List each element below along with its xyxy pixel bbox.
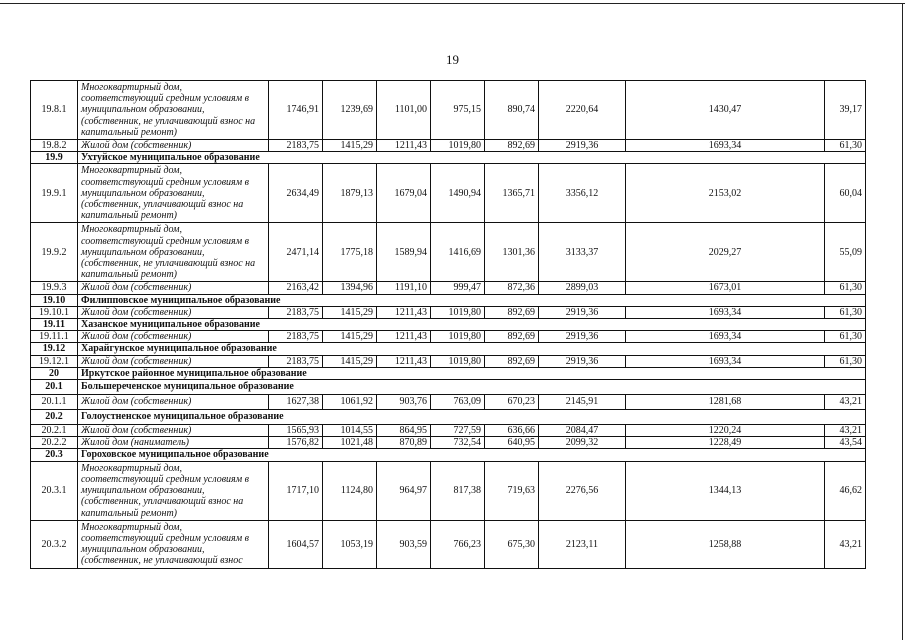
value-cell: 1101,00 (377, 81, 431, 140)
value-cell: 1415,29 (323, 355, 377, 367)
value-cell: 1344,13 (626, 461, 825, 520)
section-title: Большереченское муниципальное образование (78, 380, 866, 395)
value-cell: 1394,96 (323, 282, 377, 294)
value-cell: 61,30 (825, 306, 866, 318)
value-cell: 1693,34 (626, 355, 825, 367)
section-row (31, 152, 866, 164)
value-cell: 870,89 (377, 437, 431, 449)
value-cell: 903,76 (377, 395, 431, 410)
value-cell: 1019,80 (431, 306, 485, 318)
page-number: 19 (446, 52, 459, 67)
value-cell: 1415,29 (323, 140, 377, 152)
section-title: Хазанское муниципальное образование (78, 319, 866, 331)
value-cell: 1746,91 (269, 81, 323, 140)
value-cell: 43,21 (825, 425, 866, 437)
value-cell: 1228,49 (626, 437, 825, 449)
table-row (31, 437, 866, 449)
value-cell: 1258,88 (626, 520, 825, 568)
tariff-table (30, 80, 866, 569)
value-cell: 2183,75 (269, 355, 323, 367)
value-cell: 61,30 (825, 331, 866, 343)
value-cell: 1019,80 (431, 355, 485, 367)
housing-type: Жилой дом (собственник) (78, 425, 269, 437)
table-row (31, 395, 866, 410)
housing-type: Многоквартирный дом, соответствующий средним условиям в муниципальном образовании, (собственник, не уплачивающий взнос (78, 520, 269, 568)
value-cell: 892,69 (485, 140, 539, 152)
table-row (31, 223, 866, 282)
value-cell: 3133,37 (539, 223, 626, 282)
value-cell: 1693,34 (626, 140, 825, 152)
value-cell: 39,17 (825, 81, 866, 140)
value-cell: 719,63 (485, 461, 539, 520)
housing-type: Жилой дом (наниматель) (78, 437, 269, 449)
value-cell: 2163,42 (269, 282, 323, 294)
table-row (31, 461, 866, 520)
table-row (31, 282, 866, 294)
table-row (31, 140, 866, 152)
value-cell: 872,36 (485, 282, 539, 294)
value-cell: 1301,36 (485, 223, 539, 282)
value-cell: 975,15 (431, 81, 485, 140)
value-cell: 2123,11 (539, 520, 626, 568)
value-cell: 60,04 (825, 164, 866, 223)
value-cell: 2183,75 (269, 140, 323, 152)
value-cell: 2153,02 (626, 164, 825, 223)
value-cell: 1021,48 (323, 437, 377, 449)
value-cell: 1415,29 (323, 306, 377, 318)
value-cell: 2276,56 (539, 461, 626, 520)
value-cell: 2919,36 (539, 140, 626, 152)
value-cell: 732,54 (431, 437, 485, 449)
value-cell: 999,47 (431, 282, 485, 294)
value-cell: 2084,47 (539, 425, 626, 437)
table-row (31, 520, 866, 568)
section-row (31, 410, 866, 425)
section-code: 19.11 (31, 319, 78, 331)
table-body (31, 81, 866, 569)
value-cell: 2471,14 (269, 223, 323, 282)
value-cell: 2183,75 (269, 306, 323, 318)
value-cell: 727,59 (431, 425, 485, 437)
value-cell: 1053,19 (323, 520, 377, 568)
value-cell: 1365,71 (485, 164, 539, 223)
value-cell: 2899,03 (539, 282, 626, 294)
row-code: 19.11.1 (31, 331, 78, 343)
section-row (31, 367, 866, 379)
value-cell: 1211,43 (377, 140, 431, 152)
value-cell: 636,66 (485, 425, 539, 437)
housing-type: Многоквартирный дом, соответствующий средним условиям в муниципальном образовании, (собственник, не уплачивающий взнос на капитальный ремонт) (78, 223, 269, 282)
value-cell: 1589,94 (377, 223, 431, 282)
value-cell: 61,30 (825, 355, 866, 367)
row-code: 19.8.2 (31, 140, 78, 152)
section-row (31, 319, 866, 331)
value-cell: 2220,64 (539, 81, 626, 140)
row-code: 19.10.1 (31, 306, 78, 318)
table-row (31, 355, 866, 367)
section-row (31, 294, 866, 306)
value-cell: 1415,29 (323, 331, 377, 343)
row-code: 20.2.1 (31, 425, 78, 437)
value-cell: 43,21 (825, 395, 866, 410)
value-cell: 864,95 (377, 425, 431, 437)
value-cell: 1416,69 (431, 223, 485, 282)
section-title: Голоустненское муниципальное образование (78, 410, 866, 425)
section-title: Иркутское районное муниципальное образование (78, 367, 866, 379)
housing-type: Многоквартирный дом, соответствующий средним условиям в муниципальном образовании, (собственник, не уплачивающий взнос на капитальный ремонт) (78, 81, 269, 140)
value-cell: 1430,47 (626, 81, 825, 140)
housing-type: Жилой дом (собственник) (78, 140, 269, 152)
table-row (31, 164, 866, 223)
row-code: 19.9.1 (31, 164, 78, 223)
value-cell: 670,23 (485, 395, 539, 410)
value-cell: 46,62 (825, 461, 866, 520)
value-cell: 1211,43 (377, 331, 431, 343)
value-cell: 1604,57 (269, 520, 323, 568)
value-cell: 1220,24 (626, 425, 825, 437)
value-cell: 1576,82 (269, 437, 323, 449)
value-cell: 1627,38 (269, 395, 323, 410)
housing-type: Жилой дом (собственник) (78, 282, 269, 294)
value-cell: 1717,10 (269, 461, 323, 520)
value-cell: 1775,18 (323, 223, 377, 282)
value-cell: 1191,10 (377, 282, 431, 294)
section-row (31, 449, 866, 461)
value-cell: 43,54 (825, 437, 866, 449)
housing-type: Жилой дом (собственник) (78, 306, 269, 318)
table-row (31, 331, 866, 343)
value-cell: 1679,04 (377, 164, 431, 223)
value-cell: 892,69 (485, 355, 539, 367)
page-border-right (902, 3, 903, 640)
value-cell: 1490,94 (431, 164, 485, 223)
value-cell: 675,30 (485, 520, 539, 568)
value-cell: 61,30 (825, 282, 866, 294)
row-code: 19.12.1 (31, 355, 78, 367)
section-code: 19.9 (31, 152, 78, 164)
section-code: 19.10 (31, 294, 78, 306)
section-code: 20 (31, 367, 78, 379)
section-title: Ухтуйское муниципальное образование (78, 152, 866, 164)
value-cell: 2183,75 (269, 331, 323, 343)
section-code: 20.2 (31, 410, 78, 425)
row-code: 19.9.2 (31, 223, 78, 282)
value-cell: 55,09 (825, 223, 866, 282)
housing-type: Жилой дом (собственник) (78, 331, 269, 343)
value-cell: 1693,34 (626, 306, 825, 318)
value-cell: 2919,36 (539, 306, 626, 318)
housing-type: Жилой дом (собственник) (78, 355, 269, 367)
value-cell: 766,23 (431, 520, 485, 568)
value-cell: 2634,49 (269, 164, 323, 223)
value-cell: 1019,80 (431, 331, 485, 343)
value-cell: 2099,32 (539, 437, 626, 449)
value-cell: 763,09 (431, 395, 485, 410)
value-cell: 2029,27 (626, 223, 825, 282)
section-title: Харайгунское муниципальное образование (78, 343, 866, 355)
row-code: 19.8.1 (31, 81, 78, 140)
section-row (31, 343, 866, 355)
value-cell: 1061,92 (323, 395, 377, 410)
section-title: Филипповское муниципальное образование (78, 294, 866, 306)
row-code: 19.9.3 (31, 282, 78, 294)
value-cell: 1673,01 (626, 282, 825, 294)
section-code: 20.3 (31, 449, 78, 461)
section-code: 20.1 (31, 380, 78, 395)
row-code: 20.2.2 (31, 437, 78, 449)
value-cell: 1239,69 (323, 81, 377, 140)
value-cell: 1565,93 (269, 425, 323, 437)
value-cell: 1281,68 (626, 395, 825, 410)
value-cell: 817,38 (431, 461, 485, 520)
value-cell: 892,69 (485, 306, 539, 318)
value-cell: 1211,43 (377, 306, 431, 318)
value-cell: 2145,91 (539, 395, 626, 410)
value-cell: 2919,36 (539, 355, 626, 367)
row-code: 20.1.1 (31, 395, 78, 410)
value-cell: 1211,43 (377, 355, 431, 367)
value-cell: 2919,36 (539, 331, 626, 343)
page-border-top (0, 3, 905, 4)
section-code: 19.12 (31, 343, 78, 355)
value-cell: 903,59 (377, 520, 431, 568)
value-cell: 892,69 (485, 331, 539, 343)
row-code: 20.3.1 (31, 461, 78, 520)
housing-type: Жилой дом (собственник) (78, 395, 269, 410)
value-cell: 1014,55 (323, 425, 377, 437)
table-row (31, 306, 866, 318)
housing-type: Многоквартирный дом, соответствующий средним условиям в муниципальном образовании, (собственник, уплачивающий взнос на капитальный ремонт) (78, 461, 269, 520)
section-row (31, 380, 866, 395)
value-cell: 890,74 (485, 81, 539, 140)
value-cell: 964,97 (377, 461, 431, 520)
value-cell: 1124,80 (323, 461, 377, 520)
section-title: Гороховское муниципальное образование (78, 449, 866, 461)
value-cell: 640,95 (485, 437, 539, 449)
value-cell: 61,30 (825, 140, 866, 152)
value-cell: 3356,12 (539, 164, 626, 223)
value-cell: 1693,34 (626, 331, 825, 343)
housing-type: Многоквартирный дом, соответствующий средним условиям в муниципальном образовании, (собственник, уплачивающий взнос на капитальный ремонт) (78, 164, 269, 223)
value-cell: 43,21 (825, 520, 866, 568)
value-cell: 1879,13 (323, 164, 377, 223)
value-cell: 1019,80 (431, 140, 485, 152)
table-row (31, 425, 866, 437)
table-row (31, 81, 866, 140)
row-code: 20.3.2 (31, 520, 78, 568)
